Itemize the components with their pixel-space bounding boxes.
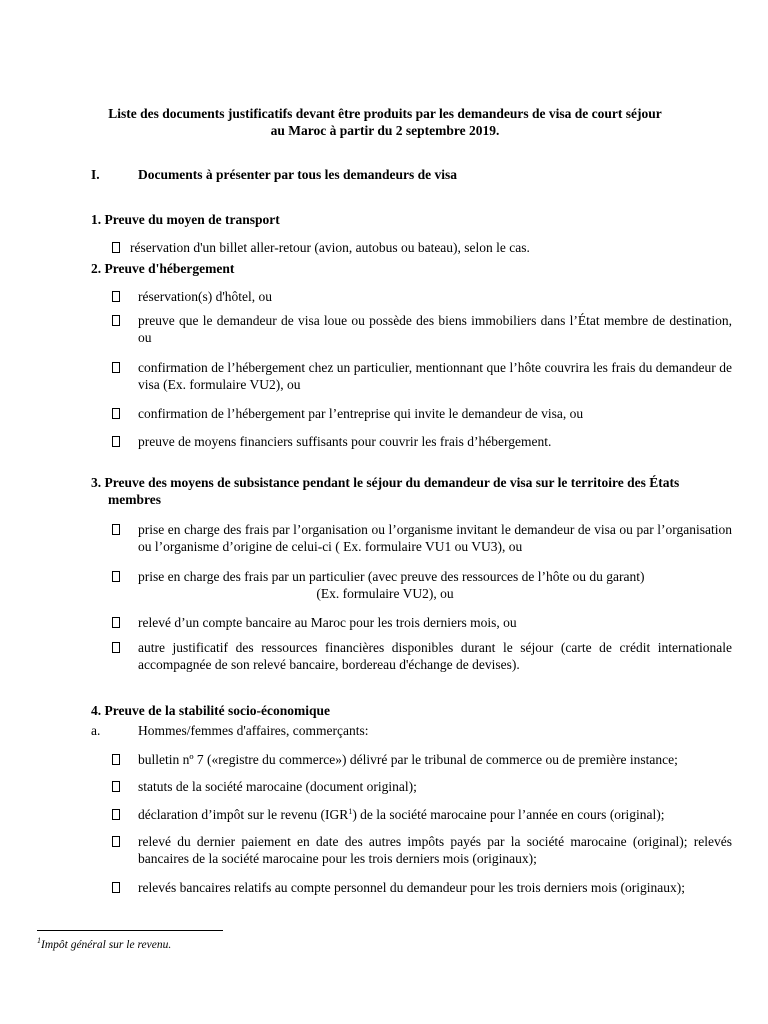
item-text: bulletin nº 7 («registre du commerce») délivré par le tribunal de commerce ou de première instance; (138, 752, 678, 767)
list-item (112, 288, 732, 305)
item-text-part-1: déclaration d’impôt sur le revenu (IGR (138, 807, 349, 822)
checkbox-icon (112, 809, 120, 820)
subsection-label: Hommes/femmes d'affaires, commerçants: (138, 723, 369, 738)
footnote-text: Impôt général sur le revenu. (41, 939, 172, 951)
checkbox-icon (112, 882, 120, 893)
list-item (112, 806, 732, 823)
list-item (112, 405, 732, 422)
footnote-mark: 1 (37, 936, 41, 945)
checkbox-icon (112, 408, 120, 419)
list-item (112, 639, 732, 673)
item-text (138, 568, 732, 602)
subsection-letter: a. (91, 723, 101, 738)
heading-transport: 1. Preuve du moyen de transport (91, 212, 280, 227)
list-item (112, 614, 732, 631)
heading-subsistance-line-2: membres (108, 492, 161, 507)
list-item (112, 239, 732, 256)
list-item (112, 751, 732, 768)
checkbox-icon (112, 362, 120, 373)
checkbox-icon (112, 617, 120, 628)
section-number: I. (91, 167, 100, 182)
heading-hebergement: 2. Preuve d'hébergement (91, 261, 235, 276)
checkbox-icon (112, 571, 120, 582)
item-text (138, 806, 732, 823)
heading-stabilite: 4. Preuve de la stabilité socio-économique (91, 703, 330, 718)
item-text: autre justificatif des ressources financières disponibles durant le séjour (carte de crédit internationale accompagnée de son relevé bancaire, bordereau d'échange de devises). (138, 640, 732, 672)
checkbox-icon (112, 315, 120, 326)
item-text: confirmation de l’hébergement chez un particulier, mentionnant que l’hôte couvrira les frais du demandeur de visa (Ex. formulaire VU2), ou (138, 360, 732, 392)
item-text: preuve de moyens financiers suffisants pour couvrir les frais d’hébergement. (138, 434, 552, 449)
checkbox-icon (112, 436, 120, 447)
footnote-divider (37, 930, 223, 931)
checkbox-icon (112, 524, 120, 535)
item-text: réservation(s) d'hôtel, ou (138, 289, 273, 304)
list-item (112, 521, 732, 555)
list-item (112, 568, 732, 602)
item-text: prise en charge des frais par l’organisation ou l’organisme invitant le demandeur de visa ou par l’organisation ou l’organisme d’origine de celui-ci ( Ex. formulaire VU1 ou VU3), ou (138, 522, 732, 554)
list-item (112, 359, 732, 393)
checkbox-icon (112, 242, 120, 253)
checkbox-icon (112, 781, 120, 792)
list-item (112, 433, 732, 450)
item-text: preuve que le demandeur de visa loue ou possède des biens immobiliers dans l’État membre de destination, ou (138, 313, 732, 345)
title-line-1: Liste des documents justificatifs devant être produits par les demandeurs de visa de court séjour (108, 106, 662, 121)
item-text: réservation d'un billet aller-retour (avion, autobus ou bateau), selon le cas. (130, 240, 530, 255)
document-title (60, 105, 710, 139)
footnote-ref: 1 (348, 807, 353, 816)
list-item (112, 879, 732, 896)
checkbox-icon (112, 642, 120, 653)
item-text-line-1: prise en charge des frais par un particulier (avec preuve des ressources de l’hôte ou du garant) (138, 569, 645, 584)
list-item (112, 778, 732, 795)
item-text: relevé d’un compte bancaire au Maroc pour les trois derniers mois, ou (138, 615, 517, 630)
title-line-2: au Maroc à partir du 2 septembre 2019. (270, 123, 500, 138)
footnote (37, 937, 171, 954)
heading-subsistance (91, 474, 731, 508)
heading-subsistance-line-1: 3. Preuve des moyens de subsistance pendant le séjour du demandeur de visa sur le territoire des États (91, 475, 680, 490)
list-item (112, 833, 732, 867)
item-text: relevés bancaires relatifs au compte personnel du demandeur pour les trois derniers mois (originaux); (138, 880, 685, 895)
item-text-line-2: (Ex. formulaire VU2), ou (316, 586, 454, 601)
section-label: Documents à présenter par tous les demandeurs de visa (138, 167, 457, 182)
list-item (112, 312, 732, 346)
item-text: confirmation de l’hébergement par l’entreprise qui invite le demandeur de visa, ou (138, 406, 584, 421)
checkbox-icon (112, 291, 120, 302)
item-text: relevé du dernier paiement en date des autres impôts payés par la société marocaine (original); relevés bancaires de la société marocaine pour les trois derniers mois (originaux); (138, 834, 732, 866)
item-text: statuts de la société marocaine (document original); (138, 779, 417, 794)
checkbox-icon (112, 754, 120, 765)
item-text-part-2: ) de la société marocaine pour l’année en cours (original); (352, 807, 665, 822)
checkbox-icon (112, 836, 120, 847)
